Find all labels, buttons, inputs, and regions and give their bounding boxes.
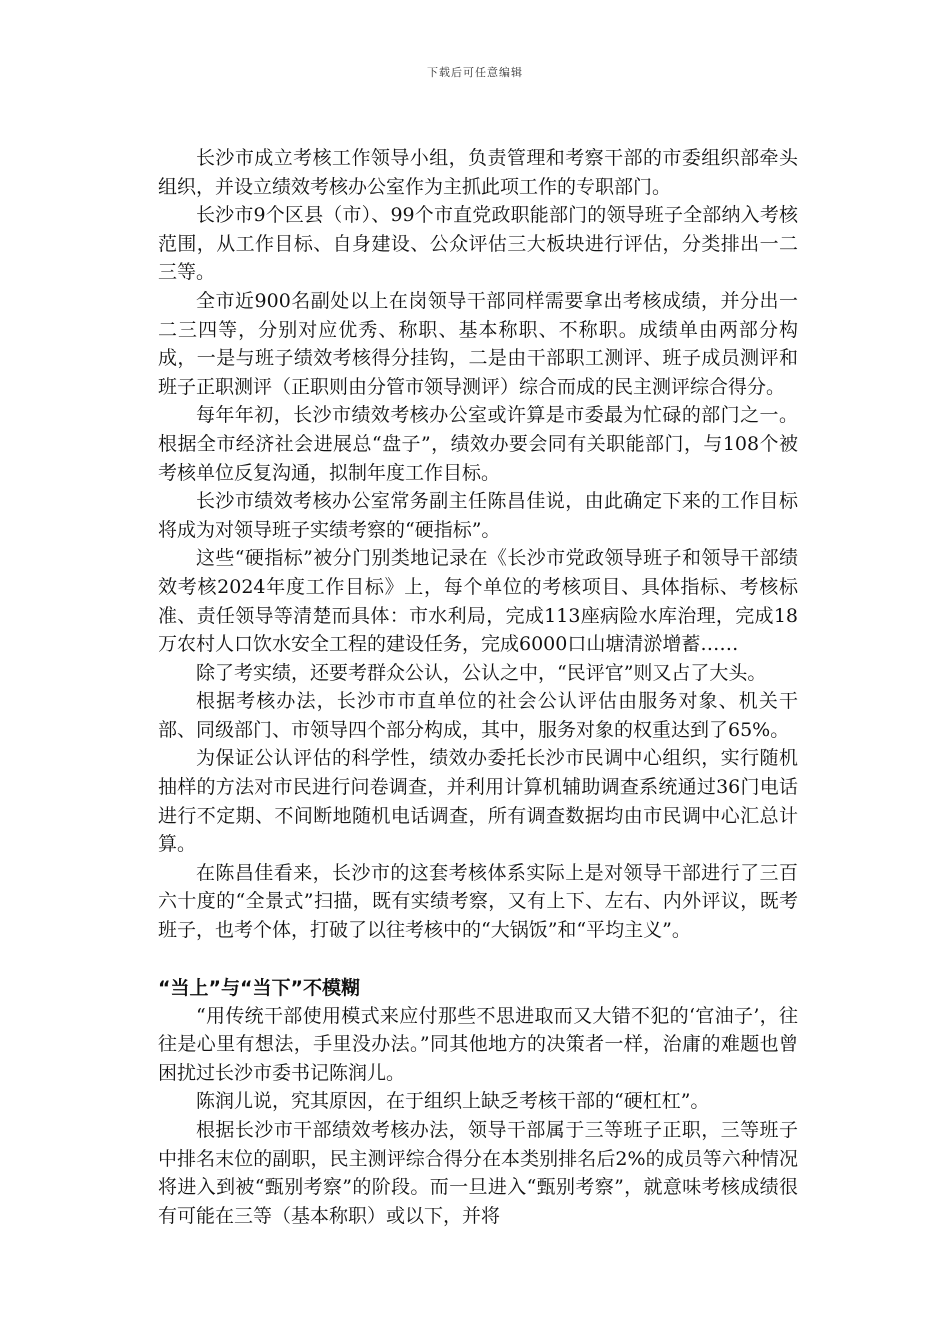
paragraph: 为保证公认评估的科学性，绩效办委托长沙市民调中心组织，实行随机抽样的方法对市民进行问卷调查，并利用计算机辅助调查系统通过36门电话进行不定期、不间断地随机电话调查，所有调查数据均由市民调中心汇总计算。 <box>158 747 798 856</box>
page-header-note: 下载后可任意编辑 <box>427 66 523 79</box>
paragraph: 长沙市绩效考核办公室常务副主任陈昌佳说，由此确定下来的工作目标将成为对领导班子实绩考察的“硬指标”。 <box>158 490 798 541</box>
paragraph: 长沙市9个区县（市）、99个市直党政职能部门的领导班子全部纳入考核范围，从工作目标、自身建设、公众评估三大板块进行评估，分类排出一二三等。 <box>158 204 798 284</box>
paragraph: 在陈昌佳看来，长沙市的这套考核体系实际上是对领导干部进行了三百六十度的“全景式”扫描，既有实绩考察，又有上下、左右、内外评议，既考班子，也考个体，打破了以往考核中的“大锅饭”和“平均主义”。 <box>158 861 798 942</box>
paragraph: 这些“硬指标”被分门别类地记录在《长沙市党政领导班子和领导干部绩效考核2024年度工作目标》上，每个单位的考核项目、具体指标、考核标准、责任领导等清楚而具体：市水利局，完成113座病险水库治理，完成18万农村人口饮水安全工程的建设任务，完成6000口山塘清淤增蓄…… <box>158 547 798 656</box>
paragraph: 全市近900名副处以上在岗领导干部同样需要拿出考核成绩，并分出一二三四等，分别对应优秀、称职、基本称职、不称职。成绩单由两部分构成，一是与班子绩效考核得分挂钩，二是由干部职工测评、班子成员测评和班子正职测评（正职则由分管市领导测评）综合而成的民主测评综合得分。 <box>158 289 798 398</box>
paragraph: “用传统干部使用模式来应付那些不思进取而又大错不犯的‘官油子’，往往是心里有想法，手里没办法。”同其他地方的决策者一样，治庸的难题也曾困扰过长沙市委书记陈润儿。 <box>158 1004 798 1084</box>
paragraph: 根据考核办法，长沙市市直单位的社会公认评估由服务对象、机关干部、同级部门、市领导四个部分构成，其中，服务对象的权重达到了65%。 <box>158 690 798 741</box>
paragraph: 长沙市成立考核工作领导小组，负责管理和考察干部的市委组织部牵头组织，并设立绩效考核办公室作为主抓此项工作的专职部门。 <box>158 147 798 198</box>
paragraph: 除了考实绩，还要考群众公认，公认之中，“民评官”则又占了大头。 <box>196 661 767 684</box>
paragraph: 陈润儿说，究其原因，在于组织上缺乏考核干部的“硬杠杠”。 <box>196 1090 710 1113</box>
section-heading: “当上”与“当下”不模糊 <box>158 976 360 999</box>
document-body <box>158 144 798 1230</box>
paragraph: 根据长沙市干部绩效考核办法，领导干部属于三等班子正职，三等班子中排名末位的副职，民主测评综合得分在本类别排名后2%的成员等六种情况将进入到被“甄别考察”的阶段。而一旦进入“甄别考察”，就意味考核成绩很有可能在三等（基本称职）或以下，并将 <box>158 1119 798 1227</box>
paragraph: 每年年初，长沙市绩效考核办公室或许算是市委最为忙碌的部门之一。根据全市经济社会进展总“盘子”，绩效办要会同有关职能部门，与108个被考核单位反复沟通，拟制年度工作目标。 <box>158 404 798 484</box>
